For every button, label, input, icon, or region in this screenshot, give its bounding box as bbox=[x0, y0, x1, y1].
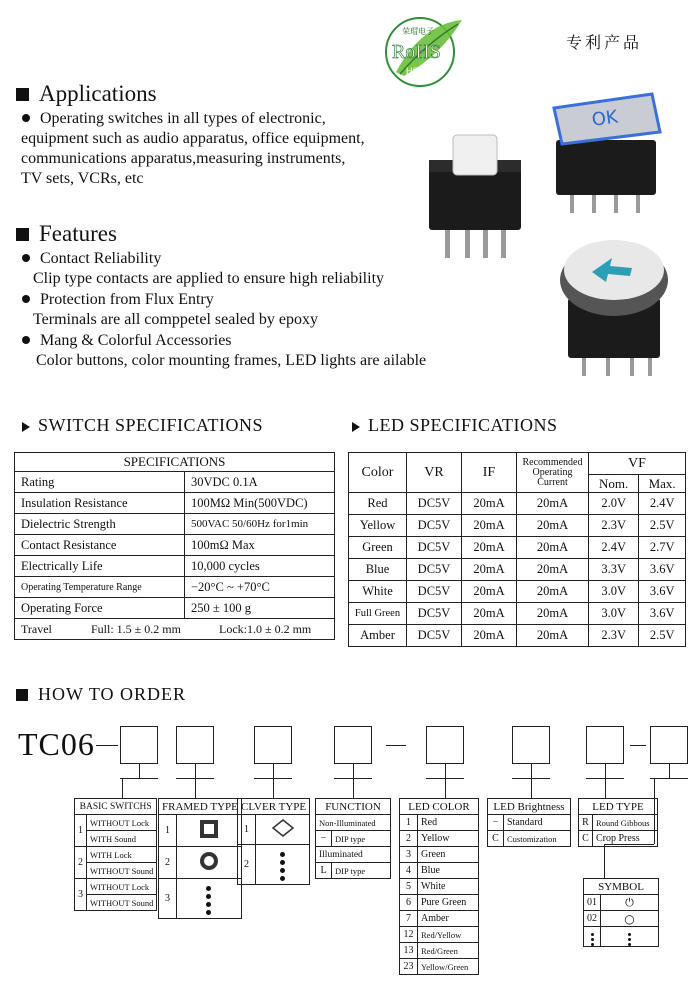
function-table bbox=[315, 798, 391, 879]
led-color-name: Green bbox=[418, 847, 479, 863]
basic-code: 2 bbox=[75, 847, 87, 879]
led-color-code: 1 bbox=[400, 815, 418, 831]
connector bbox=[334, 778, 372, 779]
applications-line: TV sets, VCRs, etc bbox=[21, 170, 144, 187]
bullet-icon bbox=[22, 254, 30, 262]
basic-code: 1 bbox=[75, 815, 87, 847]
connector bbox=[122, 778, 123, 798]
clver-code: 1 bbox=[238, 815, 256, 845]
feature-head: Protection from Flux Entry bbox=[40, 291, 214, 308]
led-vr: DC5V bbox=[407, 493, 462, 515]
table-row bbox=[579, 815, 658, 831]
led-max: 2.4V bbox=[639, 493, 686, 515]
svg-text:OK: OK bbox=[590, 106, 620, 131]
spec-value: 100MΩ Min(500VDC) bbox=[185, 493, 335, 514]
cap-icon bbox=[271, 818, 295, 838]
led-color-name: Blue bbox=[418, 863, 479, 879]
led-vr: DC5V bbox=[407, 581, 462, 603]
bullet-icon bbox=[22, 114, 30, 122]
led-color-head: LED COLOR bbox=[400, 799, 479, 815]
led-spec-title-text: LED SPECIFICATIONS bbox=[368, 415, 558, 435]
basic-desc: WITHOUT Sound bbox=[87, 863, 157, 879]
feature-head: Contact Reliability bbox=[40, 250, 162, 267]
table-row bbox=[15, 514, 335, 535]
led-color-name: Amber bbox=[418, 911, 479, 927]
table-row bbox=[349, 559, 686, 581]
connector bbox=[426, 778, 464, 779]
led-color-table bbox=[399, 798, 479, 975]
table-row bbox=[15, 577, 335, 598]
connector bbox=[120, 778, 158, 779]
led-nom: 2.3V bbox=[589, 515, 639, 537]
table-row bbox=[15, 472, 335, 493]
table-row bbox=[400, 831, 479, 847]
table-row bbox=[15, 619, 335, 640]
led-max: 3.6V bbox=[639, 603, 686, 625]
connector bbox=[586, 778, 624, 779]
symbol-code: 02 bbox=[584, 911, 601, 927]
led-type-desc: Crop Press bbox=[593, 831, 658, 847]
travel-lock: Lock:1.0 ± 0.2 mm bbox=[219, 621, 312, 636]
function-desc: DIP type bbox=[332, 863, 391, 879]
feature-body: Clip type contacts are applied to ensure high reliability bbox=[33, 270, 385, 287]
switch-spec-title bbox=[22, 415, 263, 436]
table-row bbox=[316, 863, 391, 879]
table-row bbox=[400, 959, 479, 975]
table-row bbox=[400, 895, 479, 911]
basic-desc: WITH Sound bbox=[87, 831, 157, 847]
square-bullet-icon bbox=[16, 689, 28, 701]
led-color-code: 3 bbox=[400, 847, 418, 863]
spec-value: 10,000 cycles bbox=[185, 556, 335, 577]
table-row bbox=[75, 815, 157, 831]
led-nom: 2.4V bbox=[589, 537, 639, 559]
brightness-desc: Customization bbox=[504, 831, 571, 847]
rohs-logo bbox=[382, 14, 468, 88]
basic-switch-table bbox=[74, 798, 157, 911]
table-row bbox=[159, 879, 242, 919]
table-row bbox=[238, 845, 310, 885]
clver-code: 2 bbox=[238, 845, 256, 885]
table-row bbox=[75, 847, 157, 863]
led-max: 2.5V bbox=[639, 515, 686, 537]
brightness-desc: Standard bbox=[504, 815, 571, 831]
led-vr: DC5V bbox=[407, 625, 462, 647]
order-box-clver bbox=[254, 726, 292, 764]
travel-full: Full: 1.5 ± 0.2 mm bbox=[91, 621, 181, 636]
basic-code: 3 bbox=[75, 879, 87, 911]
feature-body: Terminals are all comppetel sealed by epoxy bbox=[33, 311, 318, 328]
basic-switch-head: BASIC SWITCHS bbox=[75, 799, 157, 815]
triangle-bullet-icon bbox=[22, 422, 30, 432]
order-dash bbox=[630, 745, 646, 746]
connector bbox=[669, 764, 670, 778]
basic-desc: WITHOUT Sound bbox=[87, 895, 157, 911]
table-row bbox=[75, 879, 157, 895]
circle-icon: ○ bbox=[601, 911, 659, 927]
led-color-code: 7 bbox=[400, 911, 418, 927]
table-row bbox=[488, 815, 571, 831]
led-color: Yellow bbox=[349, 515, 407, 537]
order-box-function bbox=[334, 726, 372, 764]
led-type-code: C bbox=[579, 831, 593, 847]
led-nom: 2.3V bbox=[589, 625, 639, 647]
led-type-head: LED TYPE bbox=[579, 799, 658, 815]
led-color: Blue bbox=[349, 559, 407, 581]
applications-line: communications apparatus,measuring instruments, bbox=[21, 150, 346, 167]
spec-label: Operating Temperature Range bbox=[15, 577, 185, 598]
more-dots-icon bbox=[206, 886, 211, 915]
order-dash bbox=[386, 745, 406, 746]
led-if: 20mA bbox=[462, 625, 517, 647]
led-if: 20mA bbox=[462, 493, 517, 515]
framed-code: 2 bbox=[159, 847, 177, 879]
table-row bbox=[349, 515, 686, 537]
table-row bbox=[400, 911, 479, 927]
led-max: 2.7V bbox=[639, 537, 686, 559]
order-box-framed bbox=[176, 726, 214, 764]
symbol-head: SYMBOL bbox=[584, 879, 659, 895]
connector bbox=[650, 778, 688, 779]
applications-line: Operating switches in all types of electronic, bbox=[40, 110, 326, 127]
led-vr: DC5V bbox=[407, 559, 462, 581]
led-max: 3.6V bbox=[639, 559, 686, 581]
basic-desc: WITHOUT Lock bbox=[87, 879, 157, 895]
function-desc: DIP type bbox=[332, 831, 391, 847]
led-spec-table bbox=[348, 452, 686, 647]
led-col-recommended: Recommended Operating Current bbox=[517, 453, 589, 493]
table-row bbox=[349, 603, 686, 625]
led-type-code: R bbox=[579, 815, 593, 831]
led-color-code: 2 bbox=[400, 831, 418, 847]
square-bullet-icon bbox=[16, 88, 29, 101]
order-title: HOW TO ORDER bbox=[38, 684, 187, 704]
led-color: White bbox=[349, 581, 407, 603]
rohs-text: RoHS bbox=[392, 41, 441, 63]
function-desc: Non-Illuminated bbox=[316, 815, 391, 831]
rohs-top-text: 荣瑁电子 bbox=[402, 27, 434, 36]
led-nom: 3.0V bbox=[589, 581, 639, 603]
led-vr: DC5V bbox=[407, 515, 462, 537]
clver-type-head: CLVER TYPE bbox=[238, 799, 310, 815]
led-color: Green bbox=[349, 537, 407, 559]
table-row bbox=[15, 493, 335, 514]
led-color-code: 13 bbox=[400, 943, 418, 959]
table-row bbox=[400, 863, 479, 879]
led-color-code: 23 bbox=[400, 959, 418, 975]
connector bbox=[254, 778, 292, 779]
led-if: 20mA bbox=[462, 581, 517, 603]
led-vr: DC5V bbox=[407, 603, 462, 625]
led-if: 20mA bbox=[462, 603, 517, 625]
led-color-name: Red bbox=[418, 815, 479, 831]
framed-type-head: FRAMED TYPE bbox=[159, 799, 242, 815]
switch-spec-table bbox=[14, 452, 335, 640]
table-row bbox=[400, 943, 479, 959]
led-col-vf: VF bbox=[589, 453, 686, 475]
power-icon: ⏻ bbox=[601, 895, 659, 911]
table-row bbox=[584, 927, 659, 947]
applications-title: Applications bbox=[39, 81, 157, 106]
connector bbox=[195, 764, 196, 798]
hsf-text: HSF bbox=[406, 66, 424, 76]
led-color-name: Yellow bbox=[418, 831, 479, 847]
applications-text bbox=[18, 109, 365, 189]
order-box-brightness bbox=[512, 726, 550, 764]
clver-type-table bbox=[237, 798, 310, 885]
table-row bbox=[584, 895, 659, 911]
triangle-bullet-icon bbox=[352, 422, 360, 432]
led-if: 20mA bbox=[462, 515, 517, 537]
led-color-code: 12 bbox=[400, 927, 418, 943]
brightness-code: C bbox=[488, 831, 504, 847]
applications-line: equipment such as audio apparatus, office equipment, bbox=[21, 130, 365, 147]
led-rec: 20mA bbox=[517, 625, 589, 647]
led-rec: 20mA bbox=[517, 559, 589, 581]
spec-value: 250 ± 100 g bbox=[185, 598, 335, 619]
more-dots-icon bbox=[280, 852, 285, 881]
led-nom: 2.0V bbox=[589, 493, 639, 515]
symbol-table bbox=[583, 878, 659, 947]
led-max: 2.5V bbox=[639, 625, 686, 647]
table-row bbox=[159, 815, 242, 847]
led-rec: 20mA bbox=[517, 515, 589, 537]
bullet-icon bbox=[22, 295, 30, 303]
table-row bbox=[400, 815, 479, 831]
led-color: Red bbox=[349, 493, 407, 515]
basic-desc: WITHOUT Lock bbox=[87, 815, 157, 831]
patent-label: 专利产品 bbox=[566, 33, 643, 52]
led-color: Amber bbox=[349, 625, 407, 647]
table-row bbox=[584, 911, 659, 927]
basic-desc: WITH Lock bbox=[87, 847, 157, 863]
order-dash bbox=[96, 745, 118, 746]
features-list bbox=[18, 249, 426, 371]
table-row bbox=[349, 493, 686, 515]
led-color-name: Pure Green bbox=[418, 895, 479, 911]
led-rec: 20mA bbox=[517, 581, 589, 603]
connector bbox=[512, 778, 550, 779]
square-frame-icon bbox=[198, 818, 220, 840]
square-bullet-icon bbox=[16, 228, 29, 241]
table-row bbox=[349, 625, 686, 647]
led-color-name: Red/Yellow bbox=[418, 927, 479, 943]
table-row bbox=[238, 815, 310, 845]
connector bbox=[604, 844, 605, 878]
led-rec: 20mA bbox=[517, 603, 589, 625]
bullet-icon bbox=[22, 336, 30, 344]
led-col-vr: VR bbox=[407, 453, 462, 493]
switch-photo-round bbox=[556, 228, 671, 378]
feature-body: Color buttons, color mounting frames, LED lights are ailable bbox=[36, 352, 427, 369]
connector bbox=[139, 764, 140, 778]
feature-head: Mang & Colorful Accessories bbox=[40, 332, 232, 349]
led-color-code: 5 bbox=[400, 879, 418, 895]
function-code: L bbox=[316, 863, 332, 879]
order-box-symbol bbox=[650, 726, 688, 764]
spec-label: Insulation Resistance bbox=[15, 493, 185, 514]
led-col-max: Max. bbox=[639, 475, 686, 493]
led-color-name: Red/Green bbox=[418, 943, 479, 959]
led-nom: 3.0V bbox=[589, 603, 639, 625]
led-nom: 3.3V bbox=[589, 559, 639, 581]
spec-value: −20°C ~ +70°C bbox=[185, 577, 335, 598]
brightness-code: − bbox=[488, 815, 504, 831]
function-code: − bbox=[316, 831, 332, 847]
led-color-name: Yellow/Green bbox=[418, 959, 479, 975]
led-col-color: Color bbox=[349, 453, 407, 493]
switch-photo-square bbox=[548, 80, 666, 215]
led-vr: DC5V bbox=[407, 537, 462, 559]
features-heading bbox=[16, 221, 117, 247]
features-title: Features bbox=[39, 221, 117, 246]
led-if: 20mA bbox=[462, 537, 517, 559]
led-type-desc: Round Gibbous bbox=[593, 815, 658, 831]
connector bbox=[445, 764, 446, 798]
order-heading bbox=[16, 684, 186, 705]
led-rec: 20mA bbox=[517, 493, 589, 515]
led-color-code: 4 bbox=[400, 863, 418, 879]
spec-value: 500VAC 50/60Hz for1min bbox=[185, 514, 335, 535]
table-row bbox=[15, 535, 335, 556]
table-row bbox=[400, 879, 479, 895]
order-box-basic bbox=[120, 726, 158, 764]
led-if: 20mA bbox=[462, 559, 517, 581]
table-row bbox=[579, 831, 658, 847]
led-color-code: 6 bbox=[400, 895, 418, 911]
led-rec: 20mA bbox=[517, 537, 589, 559]
led-color: Full Green bbox=[349, 603, 407, 625]
function-desc: Illuminated bbox=[316, 847, 391, 863]
order-box-led-color bbox=[426, 726, 464, 764]
function-head: FUNCTION bbox=[316, 799, 391, 815]
travel-label: Travel bbox=[21, 621, 52, 636]
symbol-code: 01 bbox=[584, 895, 601, 911]
led-brightness-table bbox=[487, 798, 571, 847]
round-frame-icon bbox=[198, 850, 220, 872]
led-brightness-head: LED Brightness bbox=[488, 799, 571, 815]
led-spec-title bbox=[352, 415, 558, 436]
led-type-table bbox=[578, 798, 658, 847]
connector bbox=[605, 764, 606, 798]
spec-label: Dielectric Strength bbox=[15, 514, 185, 535]
led-max: 3.6V bbox=[639, 581, 686, 603]
table-row bbox=[15, 598, 335, 619]
connector bbox=[353, 764, 354, 798]
spec-value: 30VDC 0.1A bbox=[185, 472, 335, 493]
spec-label: Operating Force bbox=[15, 598, 185, 619]
connector bbox=[531, 764, 532, 798]
switch-spec-header: SPECIFICATIONS bbox=[15, 453, 335, 472]
table-row bbox=[349, 581, 686, 603]
order-box-led-type bbox=[586, 726, 624, 764]
table-row bbox=[316, 831, 391, 847]
applications-heading bbox=[16, 81, 157, 107]
connector bbox=[273, 764, 274, 798]
table-row bbox=[159, 847, 242, 879]
spec-label: Contact Resistance bbox=[15, 535, 185, 556]
order-code: TC06 bbox=[18, 726, 95, 762]
led-col-if: IF bbox=[462, 453, 517, 493]
framed-type-table bbox=[158, 798, 242, 919]
spec-value: 100mΩ Max bbox=[185, 535, 335, 556]
spec-label: Electrically Life bbox=[15, 556, 185, 577]
table-row bbox=[349, 537, 686, 559]
table-row bbox=[400, 927, 479, 943]
more-dots-icon bbox=[628, 933, 631, 946]
more-dots-icon bbox=[591, 933, 594, 946]
switch-photo-small bbox=[425, 125, 525, 260]
table-row bbox=[400, 847, 479, 863]
led-color-name: White bbox=[418, 879, 479, 895]
connector bbox=[176, 778, 214, 779]
framed-code: 1 bbox=[159, 815, 177, 847]
table-row bbox=[488, 831, 571, 847]
framed-code: 3 bbox=[159, 879, 177, 919]
spec-label: Rating bbox=[15, 472, 185, 493]
led-col-nom: Nom. bbox=[589, 475, 639, 493]
table-row bbox=[15, 556, 335, 577]
switch-spec-title-text: SWITCH SPECIFICATIONS bbox=[38, 415, 264, 435]
